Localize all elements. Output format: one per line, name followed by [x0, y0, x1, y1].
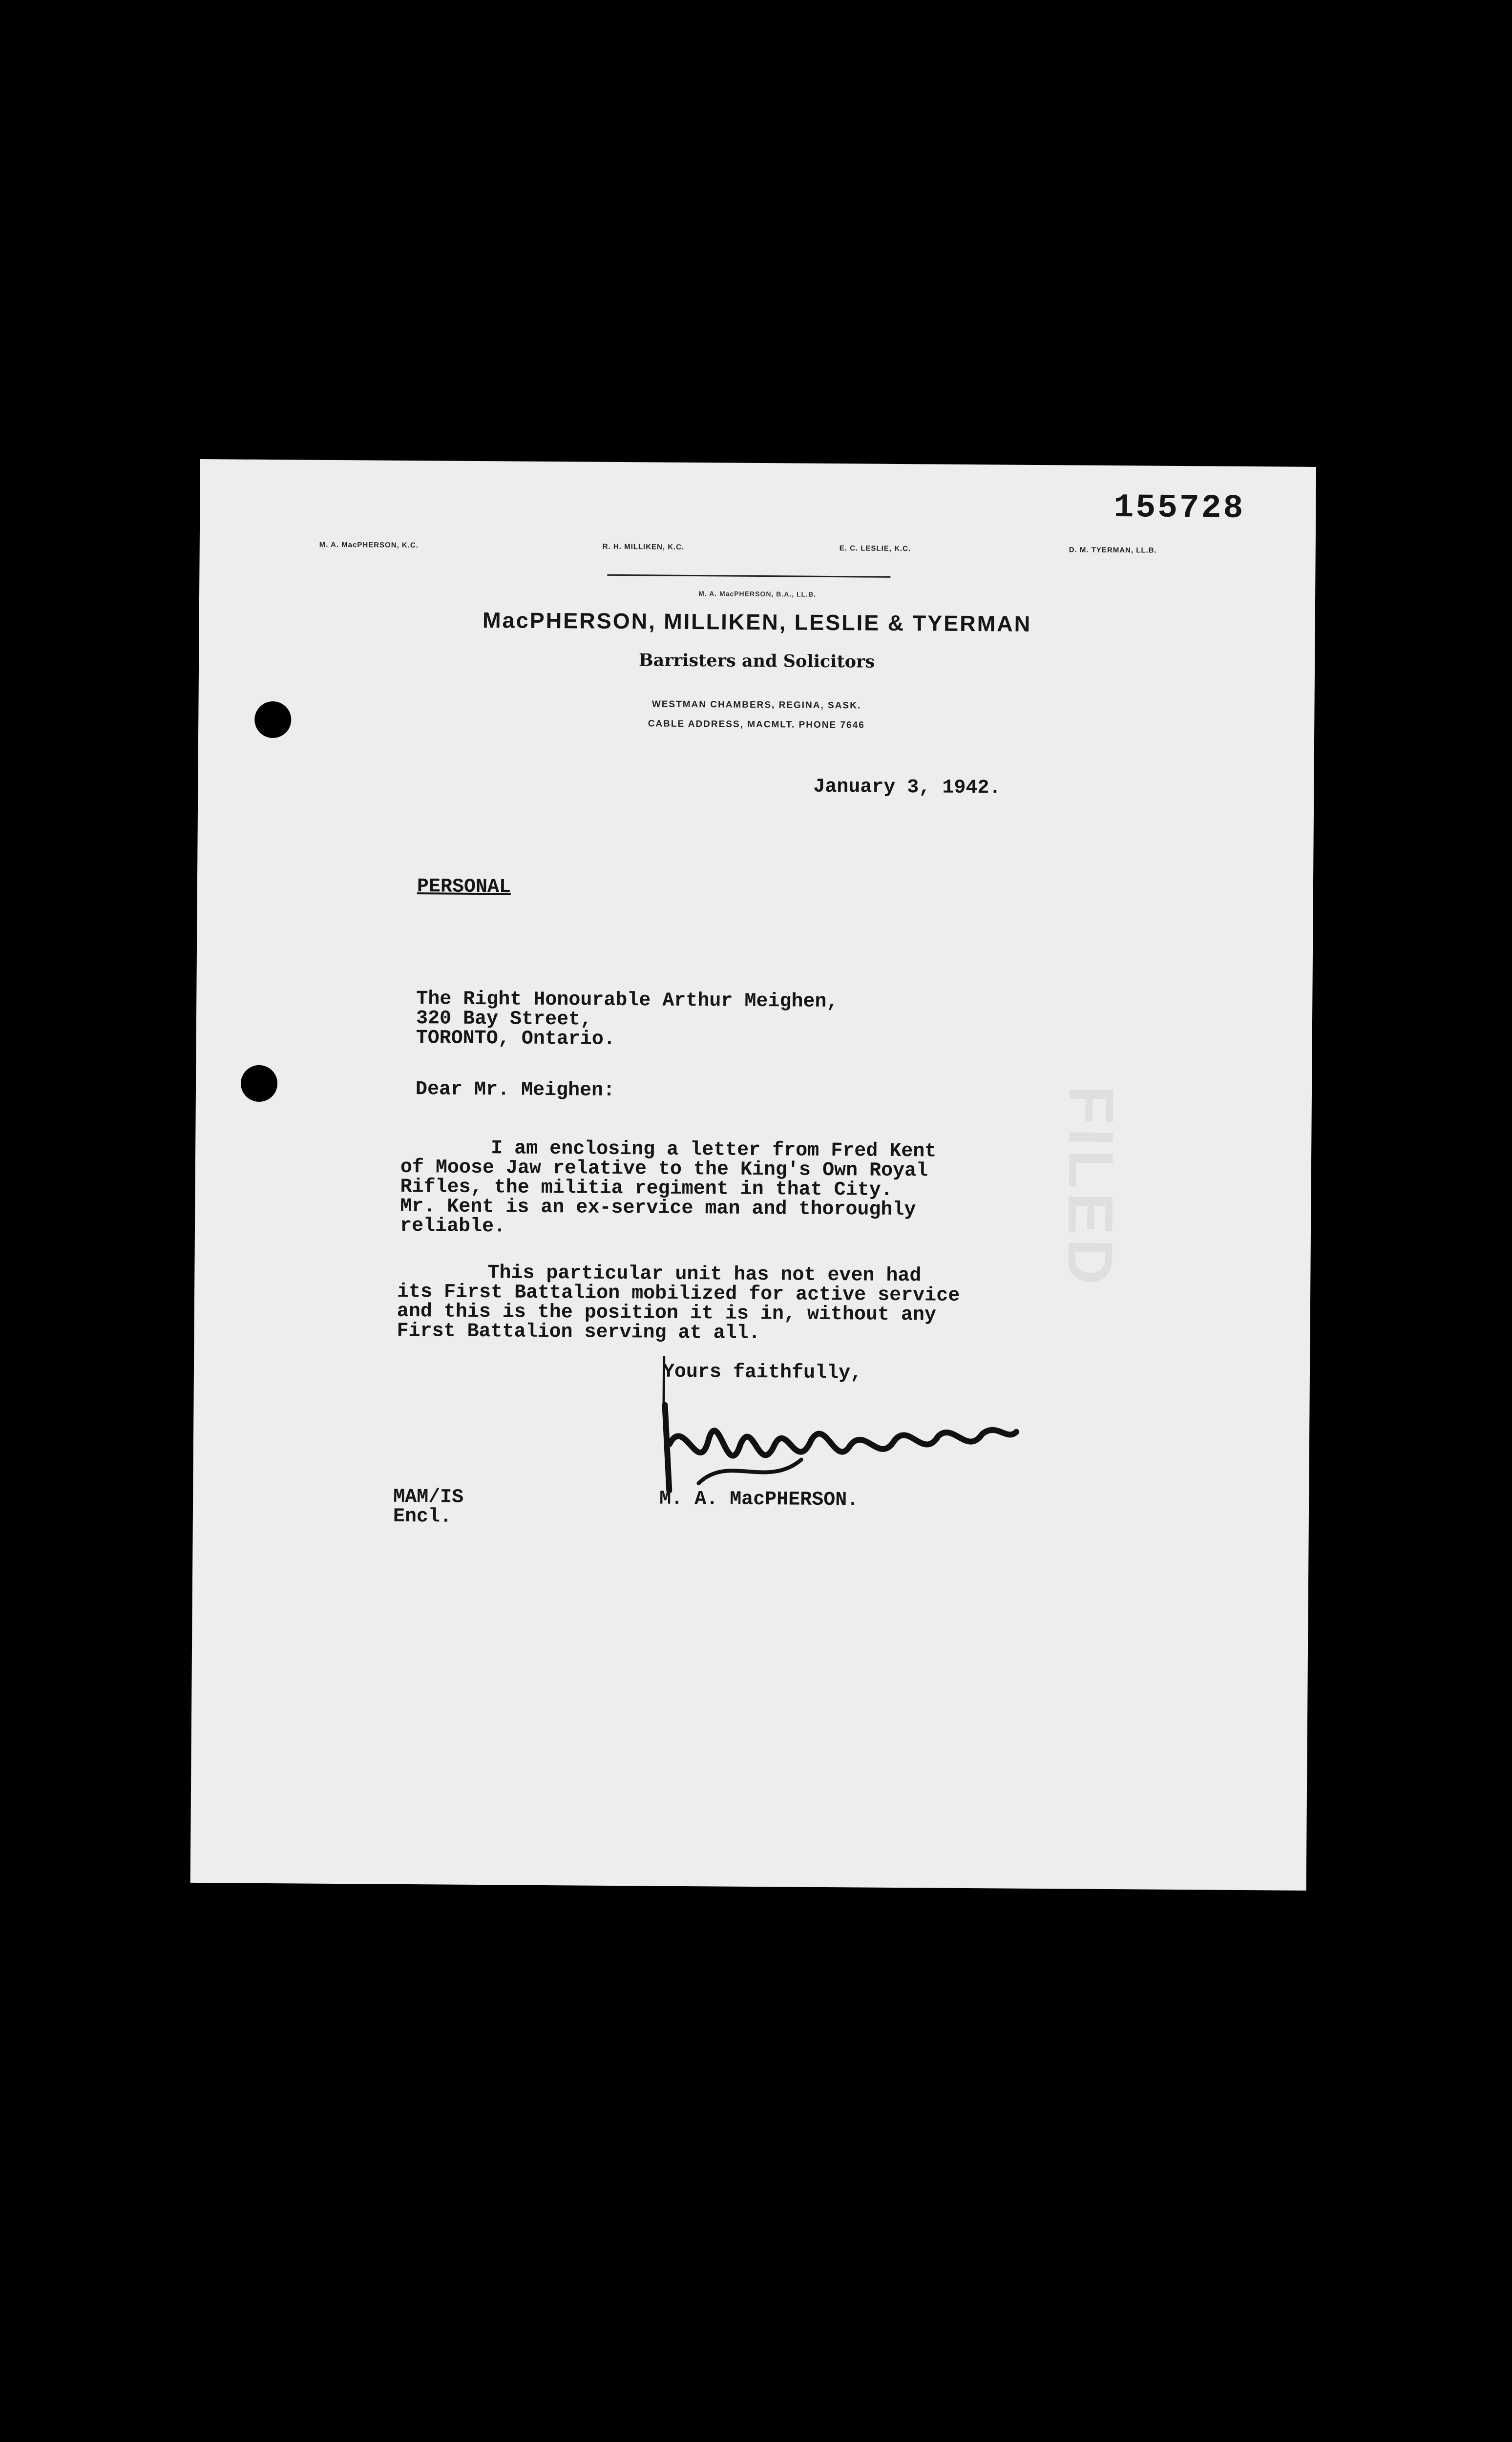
closing: Yours faithfully, — [662, 1361, 862, 1385]
body-line: First Battalion serving at all. — [397, 1320, 760, 1345]
file-number: 155728 — [1113, 489, 1245, 527]
body-line: of Moose Jaw relative to the King's Own Royal — [400, 1156, 928, 1182]
signer-name: M. A. MacPHERSON. — [659, 1488, 859, 1512]
personal-marking: PERSONAL — [417, 876, 511, 899]
signature — [654, 1386, 1027, 1500]
body-line: reliable. — [399, 1215, 506, 1238]
recipient-line: The Right Honourable Arthur Meighen, — [416, 988, 839, 1013]
body-line: its First Battalion mobilized for active service — [397, 1281, 960, 1307]
firm-address: WESTMAN CHAMBERS, REGINA, SASK. — [651, 699, 861, 711]
body-line: This particular unit has not even had — [487, 1262, 922, 1287]
firm-subtitle: Barristers and Solicitors — [638, 650, 875, 672]
firm-cable-phone: CABLE ADDRESS, MACMLT. PHONE 7646 — [648, 718, 865, 731]
firm-name: MacPHERSON, MILLIKEN, LESLIE & TYERMAN — [482, 608, 1032, 636]
associate-name: M. A. MacPHERSON, B.A., LL.B. — [698, 589, 817, 598]
recipient-line: 320 Bay Street, — [416, 1008, 592, 1031]
salutation: Dear Mr. Meighen: — [415, 1078, 615, 1102]
letter-date: January 3, 1942. — [813, 776, 1001, 800]
body-line: Rifles, the militia regiment in that City. — [400, 1176, 893, 1201]
body-line: Mr. Kent is an ex-service man and thoroughly — [400, 1195, 916, 1221]
partner-name: M. A. MacPHERSON, K.C. — [319, 540, 419, 550]
enclosure-note: Encl. — [393, 1505, 452, 1528]
punch-hole — [241, 1065, 278, 1102]
letterhead-rule — [607, 574, 890, 578]
body-line: I am enclosing a letter from Fred Kent — [491, 1137, 937, 1163]
punch-hole — [254, 701, 292, 738]
body-line: and this is the position it is in, without any — [397, 1300, 937, 1326]
partner-name: D. M. TYERMAN, LL.B. — [1069, 546, 1157, 555]
partner-name: E. C. LESLIE, K.C. — [839, 544, 911, 553]
recipient-line: TORONTO, Ontario. — [416, 1027, 615, 1051]
reference-initials: MAM/IS — [393, 1486, 464, 1509]
filed-stamp: FILED — [1054, 1085, 1128, 1289]
partner-name: R. H. MILLIKEN, K.C. — [602, 542, 685, 551]
letter-sheet — [190, 459, 1316, 1891]
